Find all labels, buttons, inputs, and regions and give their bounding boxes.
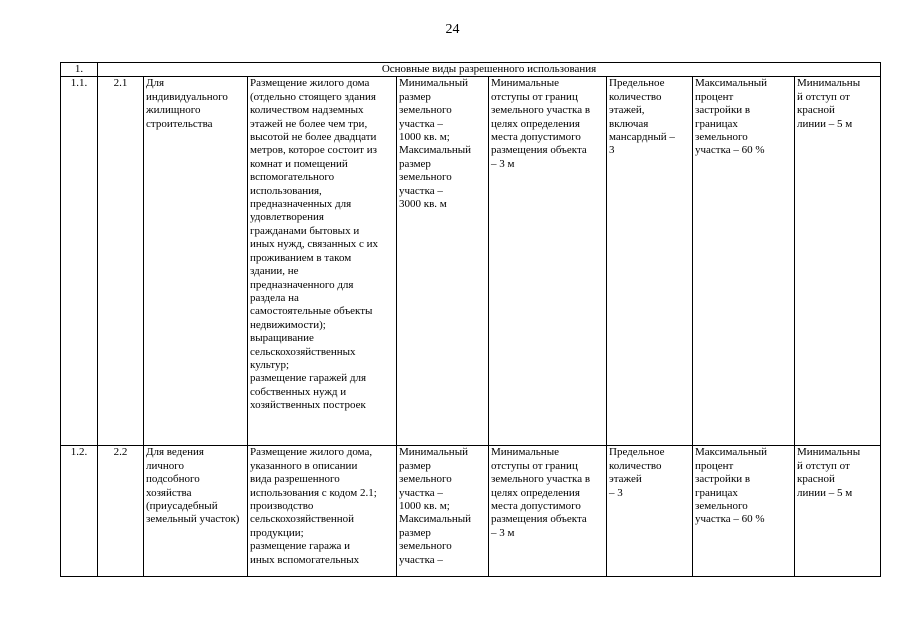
table-row — [61, 446, 881, 577]
floor-limits: Предельное количество этажей – 3 — [607, 446, 693, 577]
setback-limits: Минимальные отступы от границ земельного участка в целях определения места допустимого размещения объекта – 3 м — [489, 77, 607, 446]
coverage-limits: Максимальный процент застройки в границах земельного участка – 60 % — [693, 446, 795, 577]
section-number: 1. — [61, 63, 98, 77]
section-title: Основные виды разрешенного использования — [98, 63, 881, 77]
red-line-setback: Минимальны й отступ от красной линии – 5 м — [795, 446, 881, 577]
plot-size-limits: Минимальный размер земельного участка – 1000 кв. м; Максимальный размер земельного участка – 3000 кв. м — [397, 77, 489, 446]
table-row — [61, 77, 881, 446]
row-number: 1.2. — [61, 446, 98, 577]
use-code: 2.2 — [98, 446, 144, 577]
page-number: 24 — [445, 22, 460, 37]
coverage-limits: Максимальный процент застройки в границах земельного участка – 60 % — [693, 77, 795, 446]
use-description: Размещение жилого дома, указанного в описании вида разрешенного использования с кодом 2.1; производство сельскохозяйственной продукции; размещение гаража и иных вспомогательных — [248, 446, 397, 577]
red-line-setback: Минимальны й отступ от красной линии – 5 м — [795, 77, 881, 446]
use-name: Для ведения личного подсобного хозяйства (приусадебный земельный участок) — [144, 446, 248, 577]
floor-limits: Предельное количество этажей, включая мансардный – 3 — [607, 77, 693, 446]
row-number: 1.1. — [61, 77, 98, 446]
use-code: 2.1 — [98, 77, 144, 446]
section-header-row — [61, 63, 881, 77]
use-description: Размещение жилого дома (отдельно стоящего здания количеством надземных этажей не более чем три, высотой не более двадцати метров, которое состоит из комнат и помещений вспомогательного использования, предназначенных для удовлетворения гражданами бытовых и иных нужд, связанных с их проживанием в таком здании, не предназначенного для раздела на самостоятельные объекты недвижимости); выращивание сельскохозяйственных культур; размещение гаражей для собственных нужд и хозяйственных построек — [248, 77, 397, 446]
setback-limits: Минимальные отступы от границ земельного участка в целях определения места допустимого размещения объекта – 3 м — [489, 446, 607, 577]
plot-size-limits: Минимальный размер земельного участка – 1000 кв. м; Максимальный размер земельного участка – — [397, 446, 489, 577]
zoning-regulations-table — [60, 62, 881, 577]
use-name: Для индивидуального жилищного строительства — [144, 77, 248, 446]
